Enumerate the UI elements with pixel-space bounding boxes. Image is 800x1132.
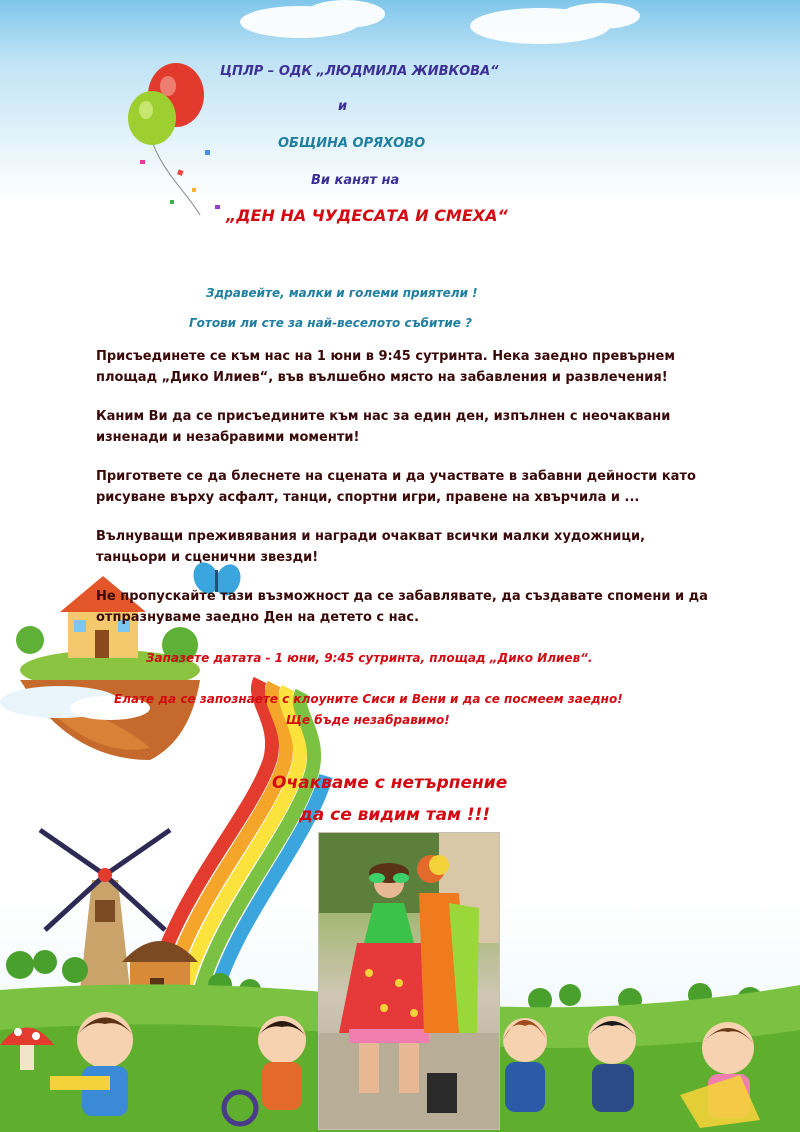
- save-the-date: Запазете датата - 1 юни, 9:45 сутринта, площад „Дико Илиев“.: [146, 651, 593, 665]
- paragraph-2: [96, 406, 736, 448]
- clowns-photo: [318, 832, 500, 1130]
- clowns-invite-line-1: Елате да се запознаете с клоуните Сиси и Вени и да се посмеем заедно!: [114, 692, 623, 706]
- paragraph-3-line-2: рисуване върху асфалт, танци, спортни игри, правене на хвърчила и ...: [96, 490, 640, 505]
- closing-line-1: Очакваме с нетърпение: [272, 773, 508, 793]
- paragraph-5: [96, 586, 736, 628]
- paragraph-1: [96, 346, 736, 388]
- paragraph-3-line-1: Пригответе се да блеснете на сцената и да участвате в забавни дейности като: [96, 469, 696, 484]
- paragraph-1-line-1: Присъединете се към нас на 1 юни в 9:45 сутринта. Нека заедно превърнем: [96, 349, 675, 364]
- clowns-photo-icon: [319, 833, 499, 1129]
- greeting-line-1: Здравейте, малки и големи приятели !: [206, 286, 478, 300]
- balloons-icon: [128, 63, 220, 215]
- paragraph-4: [96, 526, 736, 568]
- paragraph-4-line-2: танцьори и сценични звезди!: [96, 550, 319, 565]
- paragraph-3: [96, 466, 736, 508]
- event-title: „ДЕН НА ЧУДЕСАТА И СМЕХА“: [226, 206, 508, 225]
- conjunction-text: и: [338, 99, 348, 114]
- clowns-invite-line-2: Ще бъде незабравимо!: [286, 713, 450, 727]
- paragraph-5-line-2: отпразнуваме заедно Ден на детето с нас.: [96, 610, 420, 625]
- greeting-line-2: Готови ли сте за най-веселото събитие ?: [189, 316, 473, 330]
- paragraph-2-line-2: изненади и незабравими моменти!: [96, 430, 360, 445]
- sky-clouds: [114, 0, 640, 310]
- paragraph-4-line-1: Вълнуващи преживявания и награди очакват всички малки художници,: [96, 529, 646, 544]
- closing-line-2: да се видим там !!!: [299, 805, 491, 825]
- invite-text: Ви канят на: [311, 173, 400, 188]
- paragraph-1-line-2: площад „Дико Илиев“, във вълшебно място на забавления и развлечения!: [96, 370, 668, 385]
- municipality-name: ОБЩИНА ОРЯХОВО: [278, 136, 426, 151]
- paragraph-2-line-1: Каним Ви да се присъедините към нас за един ден, изпълнен с неочаквани: [96, 409, 671, 424]
- paragraph-5-line-1: Не пропускайте тази възможност да се забавлявате, да създавате спомени и да: [96, 589, 708, 604]
- organizer-name: ЦПЛР – ОДК „ЛЮДМИЛА ЖИВКОВА“: [220, 64, 499, 79]
